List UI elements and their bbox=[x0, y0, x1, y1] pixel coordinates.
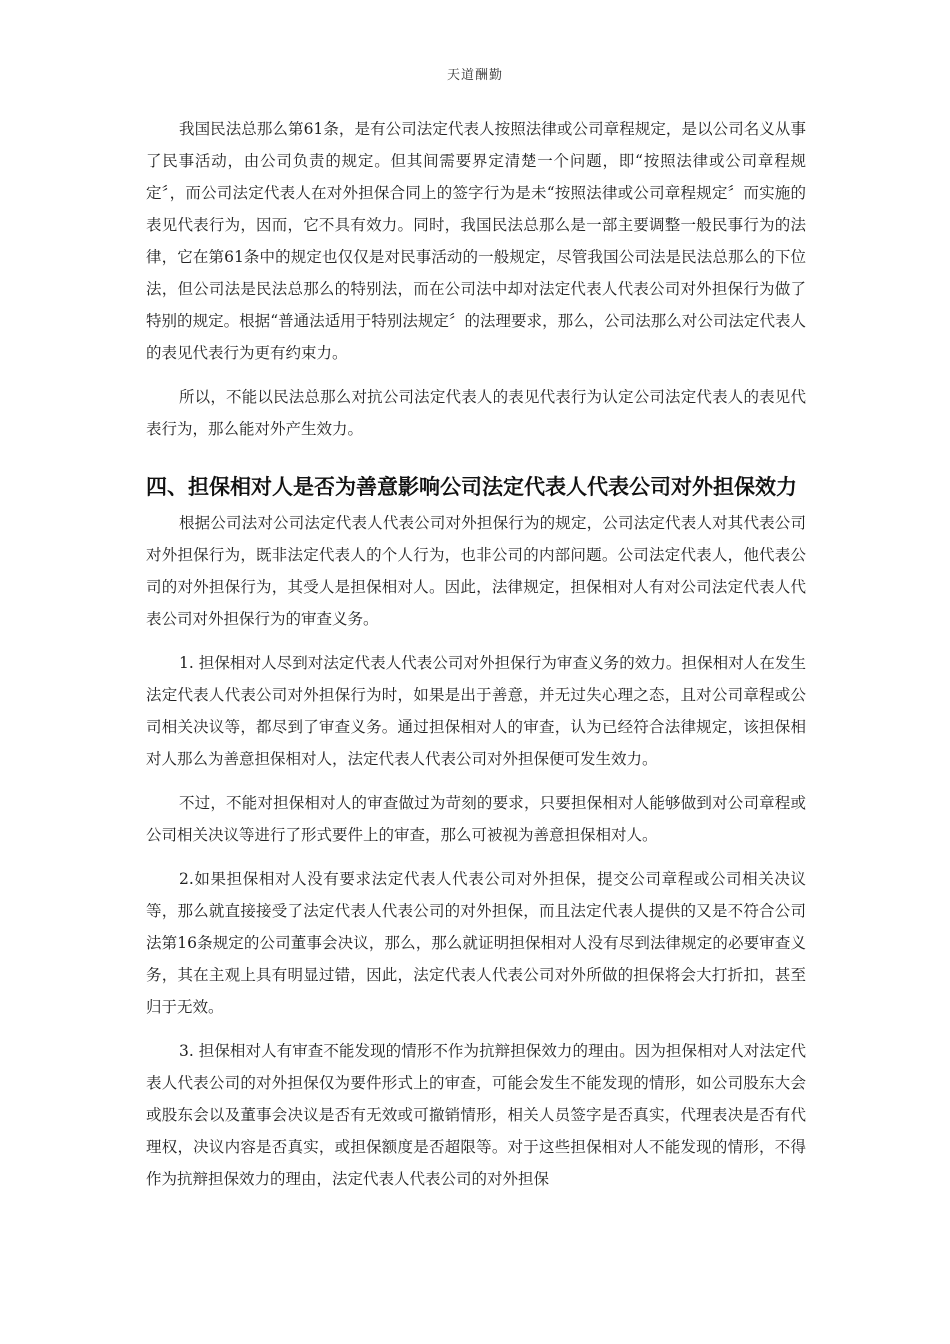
paragraph-point-1: 1. 担保相对人尽到对法定代表人代表公司对外担保行为审查义务的效力。担保相对人在发生法定代表人代表公司对外担保行为时，如果是出于善意，并无过失心理之态，且对公司章程或公司相关决议等，都尽到了审查义务。通过担保相对人的审查，认为已经符合法律规定，该担保相对人那么为善意担保相对人，法定代表人代表公司对外担保便可发生效力。 bbox=[146, 654, 806, 768]
paragraph-conclusion: 所以，不能以民法总那么对抗公司法定代表人的表见代表行为认定公司法定代表人的表见代表行为，那么能对外产生效力。 bbox=[146, 388, 806, 438]
paragraph-point-3: 3. 担保相对人有审查不能发现的情形不作为抗辩担保效力的理由。因为担保相对人对法定代表人代表公司的对外担保仅为要件形式上的审查，可能会发生不能发现的情形，如公司股东大会或股东会以及董事会决议是否有无效或可撤销情形，相关人员签字是否真实，代理表决是否有代理权，决议内容是否真实，或担保额度是否超限等。对于这些担保相对人不能发现的情形，不得作为抗辩担保效力的理由，法定代表人代表公司的对外担保 bbox=[146, 1042, 806, 1188]
paragraph-review-obligation: 根据公司法对公司法定代表人代表公司对外担保行为的规定，公司法定代表人对其代表公司对外担保行为，既非法定代表人的个人行为，也非公司的内部问题。公司法定代表人，他代表公司的对外担保行为，其受人是担保相对人。因此，法律规定，担保相对人有对公司法定代表人代表公司对外担保行为的审查义务。 bbox=[146, 514, 806, 628]
page-header: 天道酬勤 bbox=[446, 68, 503, 83]
paragraph-review-standard: 不过，不能对担保相对人的审查做过为苛刻的要求，只要担保相对人能够做到对公司章程或公司相关决议等进行了形式要件上的审查，那么可被视为善意担保相对人。 bbox=[146, 794, 806, 844]
paragraph-civil-law-article-61: 我国民法总那么第61条，是有公司法定代表人按照法律或公司章程规定，是以公司名义从事了民事活动，由公司负责的规定。但其间需要界定清楚一个问题，即“按照法律或公司章程规定〞，而公司法定代表人在对外担保合同上的签字行为是未“按照法律或公司章程规定〞而实施的表见代表行为，因而，它不具有效力。同时，我国民法总那么是一部主要调整一般民事行为的法律，它在第61条中的规定也仅仅是对民事活动的一般规定，尽管我国公司法是民法总那么的下位法，但公司法是民法总那么的特别法，而在公司法中却对法定代表人代表公司对外担保行为做了特别的规定。根据“普通法适用于特别法规定〞的法理要求，那么，公司法那么对公司法定代表人的表见代表行为更有约束力。 bbox=[146, 120, 806, 362]
section-heading: 四、担保相对人是否为善意影响公司法定代表人代表公司对外担保效力 bbox=[146, 475, 797, 499]
paragraph-point-2: 2.如果担保相对人没有要求法定代表人代表公司对外担保，提交公司章程或公司相关决议等，那么就直接接受了法定代表人代表公司的对外担保，而且法定代表人提供的又是不符合公司法第16条规定的公司董事会决议，那么，那么就证明担保相对人没有尽到法律规定的必要审查义务，其在主观上具有明显过错，因此，法定代表人代表公司对外所做的担保将会大打折扣，甚至归于无效。 bbox=[146, 870, 806, 1016]
document-body bbox=[146, 113, 806, 1195]
